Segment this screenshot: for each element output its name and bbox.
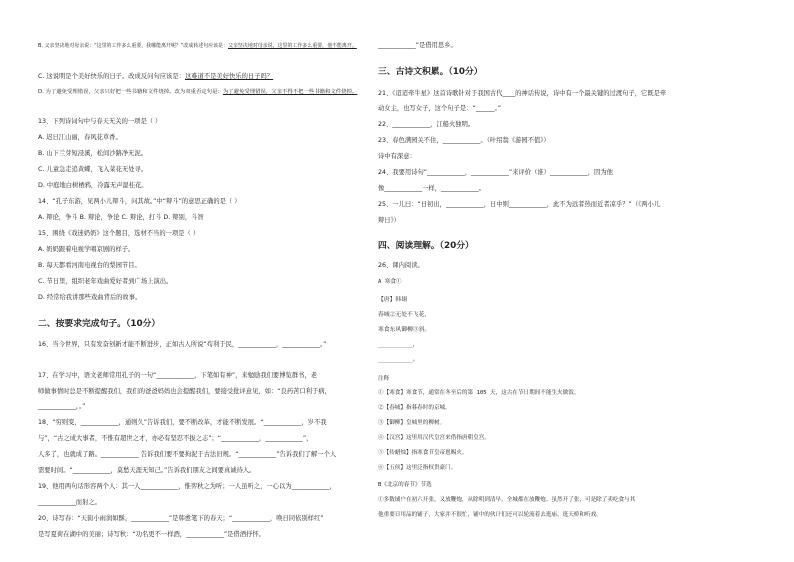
question-17-line1: 17、在学习中，语文老师常用孔子的一句“____________，下笔如有神”，来勉励我们要博览群书，老: [38, 372, 318, 379]
question-14: 14、“孔子东游，见两小儿辩斗，问其故。”中“辩斗”的意思正确的是（ ）: [38, 198, 241, 205]
q13-option-b: B. 山下兰芽短浸溪，松间沙路净无泥。: [38, 150, 148, 157]
question-26-intro: 26、课内阅读。: [378, 262, 424, 269]
question-25-line2: 辩日》）: [378, 217, 401, 224]
poem-line-2: 寒食东风御柳③斜。: [378, 327, 431, 333]
note-5: ⑤【传蜡烛】指寒食节皇帝恩赐火。: [378, 450, 468, 456]
question-24-line1: 24、我要用诗句“____________，____________”来评价（谁）____________，因为他: [378, 169, 613, 176]
poem-line-3-blank: ____________，: [378, 342, 419, 348]
question-20-continued: ____________”是借用思乡。: [378, 42, 457, 49]
question-17-line2: 师做事情时总是不断提醒我们，我们的爸爸妈妈也会提醒我们，要接受批评意见，如：“良药苦口利于病，: [38, 388, 331, 395]
question-18-line1: 18、“穷则变，____________，通则久”告诉我们，要不断改革，才能不断发展。“____________，岁不我: [38, 419, 327, 426]
text-b-label: B《北京的春节》节选: [378, 482, 432, 488]
answer-option-b: B. 父亲坚决地对母亲说：“这里的工作多么重要，我哪能离开呢？”改成转述句应该是：父亲坚决地对母亲说，这里的工作多么重要，他不能离开。: [38, 43, 357, 49]
question-18-line4: 需要时间。“____________，莫愁天涯无知己。”告诉我们朋友之间要真诚待人。: [38, 467, 256, 474]
question-19-line2: ____________而射之。: [38, 499, 101, 506]
question-23-note: 诗中有深意：: [378, 153, 416, 160]
question-16: 16、当今世界，只有发奋创新才能不断进步，正如古人所说“苟利于民，____________，____________。”: [38, 341, 327, 348]
notes-label: 注释: [378, 376, 390, 382]
note-1: ①【寒食】寒食节，通常在冬至后的第 105 天，这古在节日期间不能生火做饭。: [378, 390, 580, 396]
question-18-line3: 人多了，也就成了路。____________ 告诉我们要不要拘泥于古法旧规。“____________”告诉我们了解一个人: [38, 451, 337, 458]
question-22: 22、____________，江船火独明。: [378, 121, 475, 128]
note-4: ④【汉宫】这里用汉代皇宫来借指唐朝皇宫。: [378, 435, 490, 441]
question-13: 13、下列诗词句中与春天无关的一项是（ ）: [38, 118, 162, 125]
q15-option-b: B. 每天都看河南电视台的梨园节目。: [38, 262, 141, 269]
question-21-line2: 动女主，也写女子，这个句子是：“______。”: [378, 105, 502, 112]
poem-author: 【唐】韩翃: [378, 297, 407, 303]
text-b-line-2: 他重要日用品的铺子，大家并不很忙，铺中的伙计们还可以轮流着去逛庙、逛天桥和听戏。: [378, 512, 602, 518]
question-25-line1: 25、一儿曰：“日初出，____________，日中则____________，此不为远者热而近者凉乎？”（《两小儿: [378, 201, 661, 208]
text-b-line-1: ①多数铺户在初六开张，又放鞭炮，从除明到清早，全城都在放鞭炮。虽然开了张，可是除了卖吃食与其: [378, 497, 636, 503]
section-2-heading: 二、按要求完成句子。（10分）: [38, 319, 161, 329]
q13-option-a: A. 迟日江山丽，春风花草香。: [38, 134, 122, 141]
question-18-line2: 与”，“古之成大事者，不惟有超世之才，亦必有坚忍不拔之志”；“____________，____________”，: [38, 435, 313, 442]
q14-options: A. 辩论，争斗 B. 辩论，争论 C. 辩论，打斗 D. 辩别，斗智: [38, 214, 204, 221]
note-3: ③【御柳】皇城里的柳树。: [378, 420, 446, 426]
answer-option-c: C. 这说明是个美好快乐的日子。改成反问句应该是：这难道不是美好快乐的日子吗？: [38, 73, 274, 80]
q15-option-c: C. 节日里，组织老年戏曲爱好者到广场上演出。: [38, 278, 173, 285]
question-20-line2: 是写夏荷在湖中的美丽；诗写秋：“功名更不一样酒，____________”是借酒抒怀。: [38, 531, 265, 538]
question-24-line2: 像____________一样，____________。: [378, 185, 486, 192]
text-a-label: A 寒食①: [378, 279, 402, 285]
question-17-line3: ____________，。”: [38, 403, 86, 410]
note-2: ②【春城】指暮春时的京城。: [378, 405, 451, 411]
question-19-line1: 19、他用两句话形容两个人：其一人____________，惟弈秋之为听；一人虽听之，一心以为____________，: [38, 483, 336, 490]
question-15: 15、围绕《戏迷奶奶》这个题目，选材不当的一项是（ ）: [38, 230, 200, 237]
poem-line-1: 春城②无处不飞花，: [378, 312, 431, 318]
q15-option-a: A. 奶奶跟着电视学唱京剧的样子。: [38, 246, 135, 253]
q13-option-c: C. 儿童急走追黄蝶，飞入菜花无处寻。: [38, 166, 148, 173]
question-23: 23、春色满园关不住，____________。（叶绍翁《游园不值》）: [378, 137, 550, 144]
answer-option-d: D. 为了避免受理错误，父亲只好把一些书籍和文件烧掉。改为双重否定句是：为了避免受理错误，父亲不得不把一些书籍和文件烧掉。: [38, 89, 358, 95]
q13-option-d: D. 中庭地白树栖鸦，冷露无声湿桂花。: [38, 182, 148, 189]
note-6: ⑥【五侯】这里泛指权贵豪门。: [378, 465, 457, 471]
poem-line-4-blank: ____________。: [378, 357, 419, 363]
q15-option-d: D. 经常给我讲那些戏曲背后的故事。: [38, 294, 142, 301]
section-4-heading: 四、阅读理解。（20分）: [378, 241, 474, 251]
question-20-line1: 20、诗写春：“天街小雨润如酥，____________”是韩愈笔下的春天；“____________，唤日同依别样红”: [38, 515, 324, 522]
question-21-line1: 21、《迢迢牵牛星》这首诗歌针对于我国古代____的神话传说，诗中有一个最关键的过渡句子，它既是牵: [378, 90, 667, 97]
section-3-heading: 三、古诗文积累。（10分）: [378, 67, 483, 77]
